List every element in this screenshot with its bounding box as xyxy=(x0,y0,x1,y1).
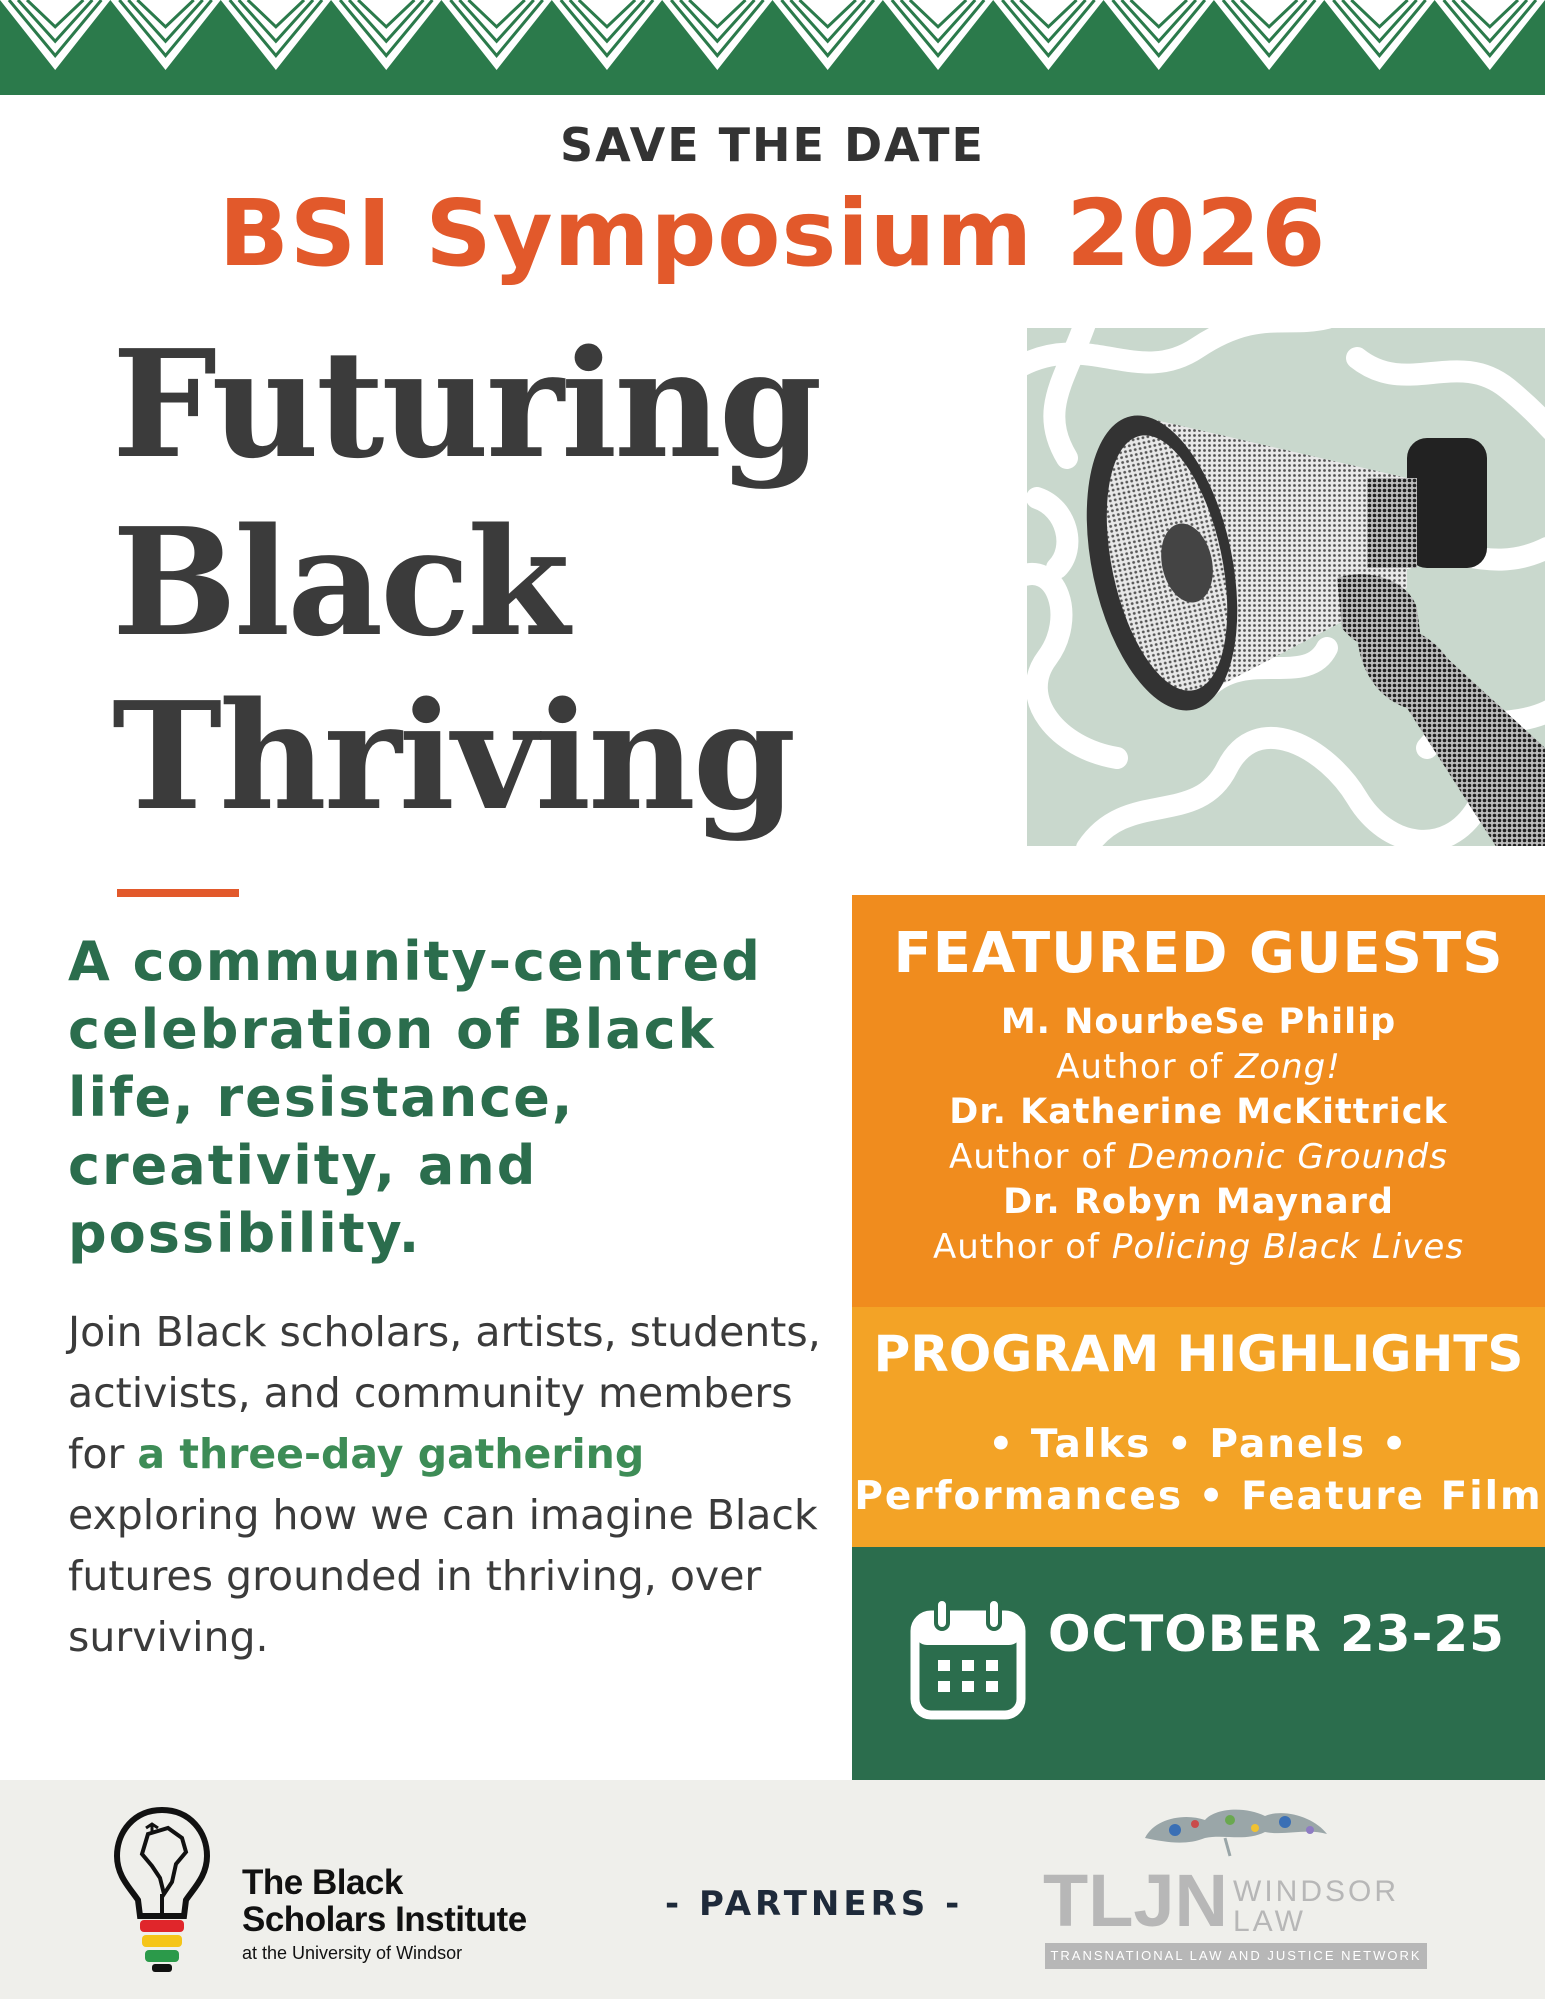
bsi-subtitle: at the University of Windsor xyxy=(242,1943,463,1963)
headline-line-3: Thriving xyxy=(112,669,794,843)
program-highlights-title: PROGRAM HIGHLIGHTS xyxy=(873,1325,1524,1383)
partners-label: - PARTNERS - xyxy=(665,1884,964,1924)
tljn-wordmark: TLJN xyxy=(1043,1859,1228,1942)
guest-name: Dr. Robyn Maynard xyxy=(1003,1182,1394,1222)
guest-role: Author of Demonic Grounds xyxy=(949,1137,1448,1177)
headline-line-2: Black xyxy=(112,495,567,669)
megaphone-hand-image xyxy=(1027,328,1545,846)
windsor-law-wordmark: WINDSOR LAW xyxy=(1233,1875,1399,1938)
guest-role: Author of Policing Black Lives xyxy=(932,1227,1465,1267)
bsi-name: The Black Scholars Institute xyxy=(242,1863,527,1939)
body-intro: Join Black scholars, artists, students, activists, and community members for xyxy=(68,1308,821,1478)
calendar-icon xyxy=(910,1597,1026,1722)
tljn-full-name: TRANSNATIONAL LAW AND JUSTICE NETWORK xyxy=(1045,1943,1427,1969)
top-pattern-border xyxy=(0,0,1545,95)
date-panel xyxy=(852,1547,1545,1780)
headline-line-1: Futuring xyxy=(112,317,820,491)
footer xyxy=(0,1780,1545,1999)
guest-name: M. NourbeSe Philip xyxy=(1000,1002,1397,1042)
tagline: A community-centred celebration of Black life, resistance, creativity, and possibility. xyxy=(68,930,762,1265)
world-map-graphic xyxy=(1135,1798,1335,1858)
program-line-2: Performances • Feature Film xyxy=(854,1474,1543,1519)
lightbulb-africa-logo xyxy=(112,1804,212,1976)
guest-role: Author of Zong! xyxy=(1056,1047,1341,1087)
program-line-1: • Talks • Panels • xyxy=(988,1422,1409,1467)
body-highlight: a three-day gathering xyxy=(137,1430,645,1478)
body-paragraph xyxy=(68,1302,848,1668)
program-items xyxy=(852,1419,1545,1523)
body-outro: exploring how we can imagine Black futures grounded in thriving, over surviving. xyxy=(68,1491,818,1661)
accent-rule xyxy=(117,889,239,897)
featured-guests-title: FEATURED GUESTS xyxy=(893,921,1504,986)
save-the-date-label: SAVE THE DATE xyxy=(560,118,985,172)
guest-name: Dr. Katherine McKittrick xyxy=(949,1092,1448,1132)
program-highlights-panel xyxy=(852,1307,1545,1547)
symposium-title: BSI Symposium 2026 xyxy=(218,180,1327,287)
event-dates: OCTOBER 23-25 xyxy=(1048,1605,1505,1663)
guest-list xyxy=(852,1000,1545,1270)
